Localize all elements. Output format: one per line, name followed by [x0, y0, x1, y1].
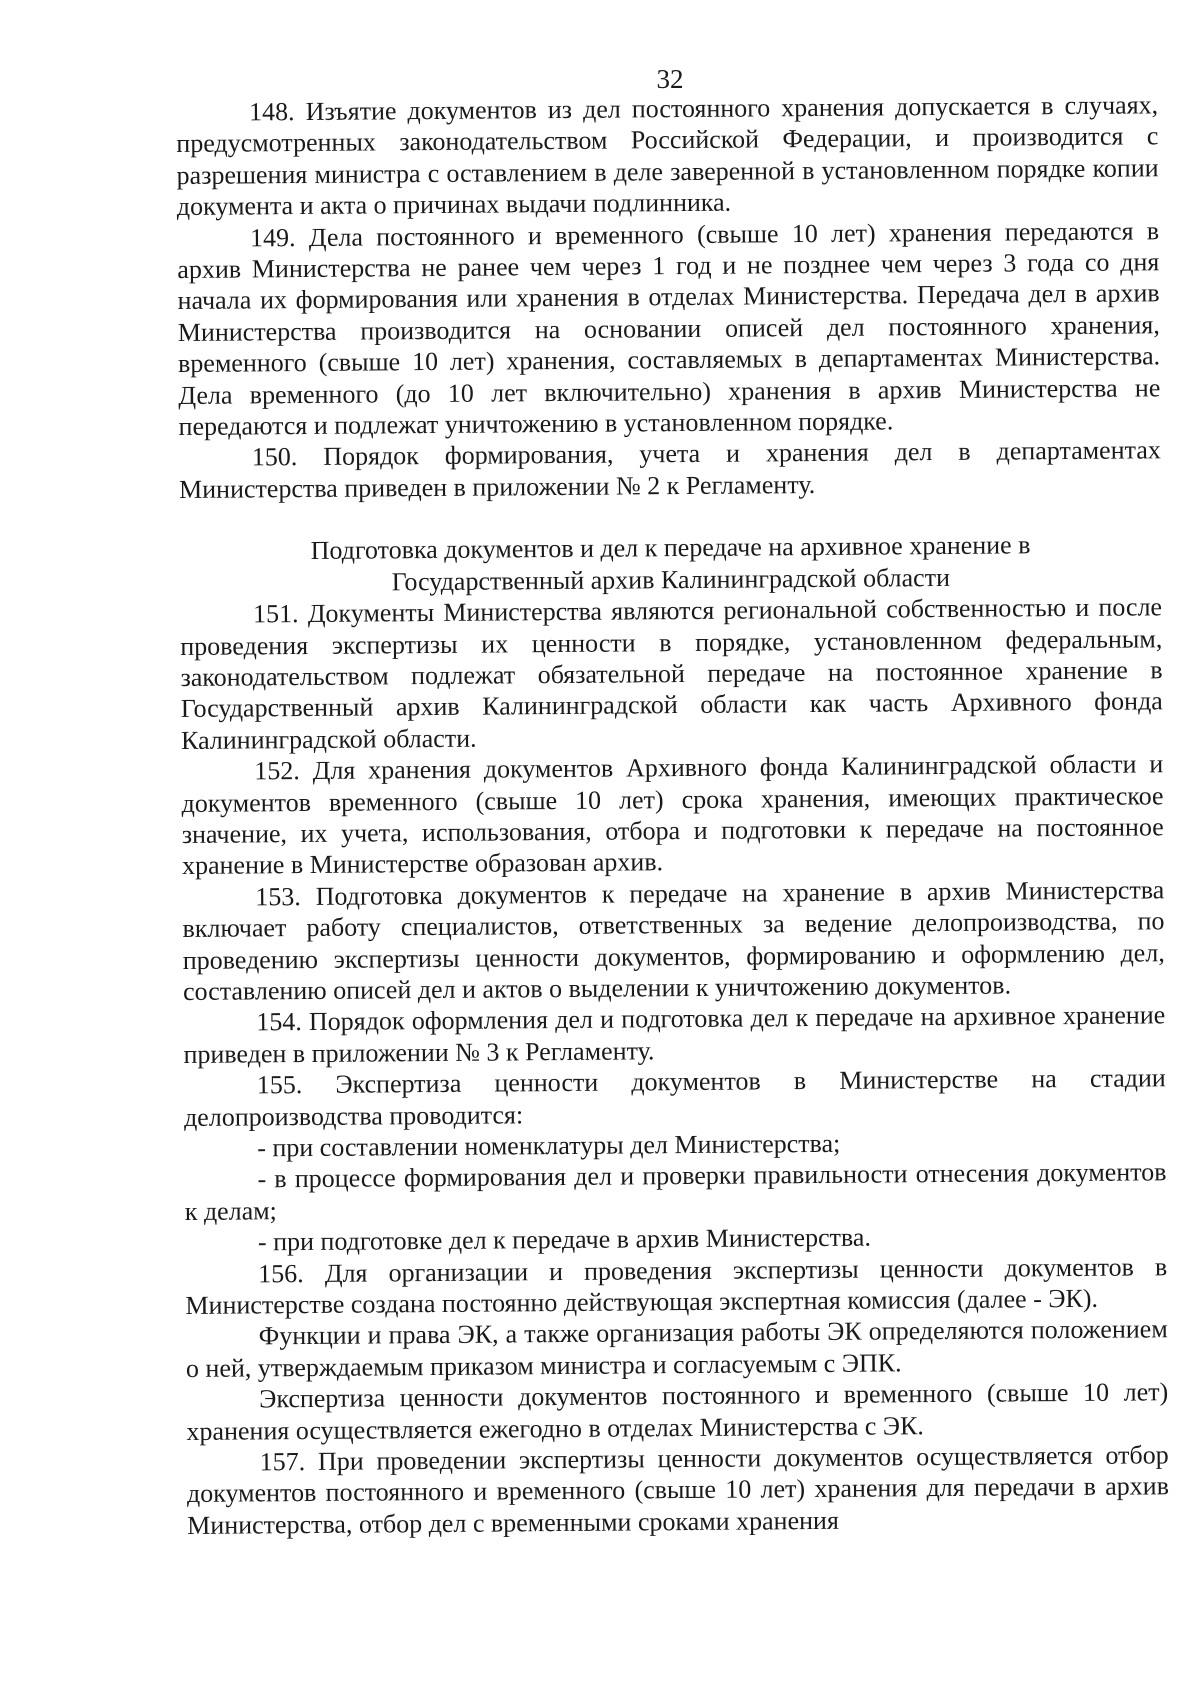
paragraph-152: 152. Для хранения документов Архивного фонда Калининградской области и документов временного (свыше 10 лет) срока хранения, имеющих практическое значение, их учета, использования, отбора и подготовки к передаче на постоянное хранение в Министерстве образован архив.	[181, 749, 1164, 881]
paragraph-148: 148. Изъятие документов из дел постоянного хранения допускается в случаях, предусмотренных законодательством Российской Федерации, и производится с разрешения министра с оставлением в деле заверенной в установленном порядке копии документа и акта о причинах выдачи подлинника.	[176, 90, 1159, 222]
paragraph-155: 155. Экспертиза ценности документов в Министерстве на стадии делопроизводства проводится:	[183, 1063, 1166, 1132]
list-item-nomenclature: - при составлении номенклатуры дел Министерства;	[257, 1128, 841, 1163]
section-heading: Подготовка документов и дел к передаче на архивное хранение в Государственный архив Калининградской области	[310, 530, 1031, 597]
paragraph-ek-functions: Функции и права ЭК, а также организация работы ЭК определяются положением о ней, утверждаемым приказом министра и согласуемым с ЭПК.	[185, 1314, 1168, 1383]
paragraph-153: 153. Подготовка документов к передаче на хранение в архив Министерства включает работу специалистов, ответственных за ведение делопроизводства, по проведению экспертизы ценности документов, формированию и оформлению дел, составлению описей дел и актов о выделении к уничтожению документов.	[182, 875, 1165, 1006]
page-number: 32	[656, 64, 684, 94]
list-item-forming: - в процессе формирования дел и проверки правильности отнесения документов к делам;	[184, 1157, 1167, 1226]
paragraph-149: 149. Дела постоянного и временного (свыше 10 лет) хранения передаются в архив Министерства не ранее чем через 1 год и не позднее чем через 3 года со дня начала их формирования или хранения в отделах Министерства. Передача дел в архив Министерства производится на основании описей дел постоянного хранения, временного (свыше 10 лет) хранения, составляемых в департаментах Министерства. Дела временного (до 10 лет включительно) хранения в архив Министерства не передаются и подлежат уничтожению в установленном порядке.	[177, 215, 1161, 442]
paragraph-156: 156. Для организации и проведения экспертизы ценности документов в Министерстве создана постоянно действующая экспертная комиссия (далее - ЭК).	[185, 1251, 1168, 1320]
paragraph-157: 157. При проведении экспертизы ценности документов осуществляется отбор документов постоянного и временного (свыше 10 лет) хранения для передачи в архив Министерства, отбор дел с временными сроками хранения	[186, 1440, 1170, 1540]
paragraph-150: 150. Порядок формирования, учета и хранения дел в департаментах Министерства приведен в приложении № 2 к Регламенту.	[178, 435, 1161, 504]
paragraph-151: 151. Документы Министерства являются региональной собственностью и после проведения экспертизы их ценности в порядке, установленном федеральным, законодательством подлежат обязательной передаче на постоянное хранение в Государственный архив Калининградской области как часть Архивного фонда Калининградской области.	[180, 592, 1163, 755]
list-item-transfer: - при подготовке дел к передаче в архив Министерства.	[257, 1222, 872, 1257]
paragraph-expertise-annual: Экспертиза ценности документов постоянного и временного (свыше 10 лет) хранения осуществляется ежегодно в отделах Министерства с ЭК.	[186, 1377, 1169, 1446]
document-body	[176, 89, 1169, 1541]
paragraph-154: 154. Порядок оформления дел и подготовка дел к передаче на архивное хранение приведен в приложении № 3 к Регламенту.	[183, 1000, 1166, 1069]
